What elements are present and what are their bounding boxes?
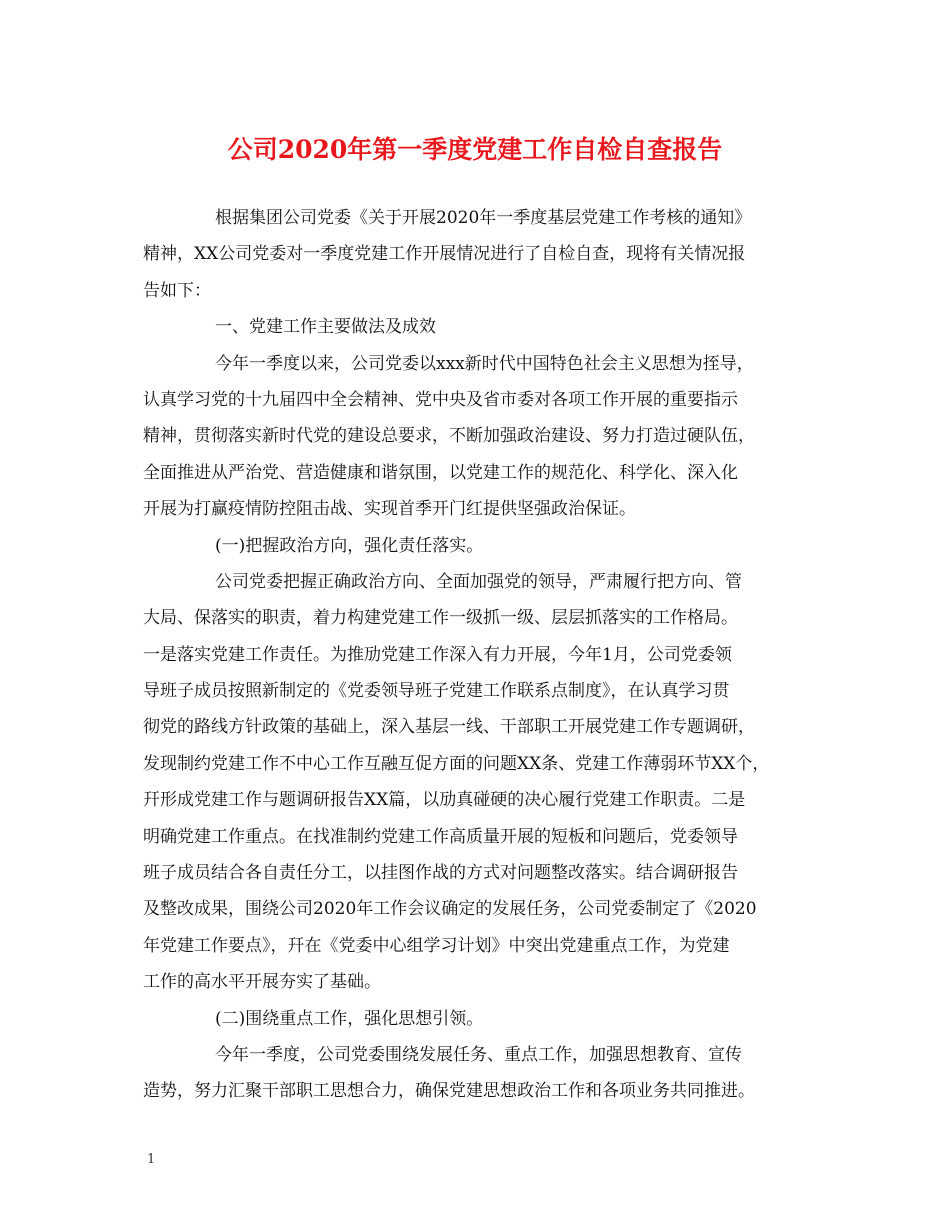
paragraph-line: 全面推进从严治党、营造健康和谐氛围，以党建工作的规范化、科学化、深入化 <box>143 462 738 483</box>
paragraph-line: 及整改成果，围绕公司2020年工作会议确定的发展任务，公司党委制定了《2020 <box>143 899 757 920</box>
paragraph-line: 彻党的路线方针政策的基础上，深入基层一线、干部职工开展党建工作专题调研， <box>143 717 755 738</box>
paragraph-line: 班子成员结合各自责任分工，以挂图作战的方式对问题整改落实。结合调研报告 <box>143 863 738 884</box>
section-heading: 一、党建工作主要做法及成效 <box>215 317 436 338</box>
paragraph-line: 今年一季度，公司党委围绕发展任务、重点工作，加强思想教育、宣传 <box>215 1044 742 1065</box>
paragraph-line: 一是落实党建工作责任。为推劢党建工作深入有力开展，今年1月，公司党委领 <box>143 644 732 665</box>
page-number: 1 <box>147 1152 156 1167</box>
paragraph-line: 年党建工作要点》，幵在《党委中心组学习计划》中突出党建重点工作，为党建 <box>143 935 730 956</box>
paragraph-line: 精神，XX公司党委对一季度党建工作开展情况进行了自检自查，现将有关情况报 <box>143 244 746 265</box>
paragraph-line: 认真学习党的十九届四中全会精神、党中央及省市委对各项工作开展的重要指示 <box>143 389 738 410</box>
paragraph-line: 公司党委把握正确政治方向、全面加强党的领导，严肃履行把方向、管 <box>215 571 742 592</box>
subsection-heading: (一)把握政治方向，强化责任落实。 <box>215 535 484 556</box>
paragraph-line: 根据集团公司党委《关于开展2020年一季度基层党建工作考核的通知》 <box>215 208 752 228</box>
paragraph-line: 今年一季度以来，公司党委以xxx新时代中国特色社会主义思想为挃导， <box>215 353 754 374</box>
document-body <box>143 200 820 1110</box>
paragraph-line: 开展为打赢疫情防控阻击战、实现首季开门红提供坚强政治保证。 <box>143 499 636 520</box>
paragraph-line: 告如下： <box>143 280 211 301</box>
paragraph-line: 精神，贯彻落实新时代党的建设总要求，不断加强政治建设、努力打造过硬队伍， <box>143 426 755 447</box>
subsection-heading: (二)围绕重点工作，强化思想引领。 <box>215 1008 484 1029</box>
paragraph-line: 明确党建工作重点。在找准制约党建工作高质量开展的短板和问题后，党委领导 <box>143 826 738 847</box>
paragraph-line: 幵形成党建工作与题调研报告XX篇，以劢真碰硬的决心履行党建工作职责。二是 <box>143 790 746 811</box>
document-title: 公司2020年第一季度党建工作自检自查报告 <box>227 135 723 164</box>
paragraph-line: 工作的高水平开展夯实了基础。 <box>143 972 381 993</box>
paragraph-line: 造势，努力汇聚干部职工思想合力，确保党建思想政治工作和各项业务共同推进。 <box>143 1081 755 1102</box>
paragraph-line: 导班子成员按照新制定的《党委领导班子党建工作联系点制度》，在认真学习贯 <box>143 681 730 702</box>
paragraph-line: 大局、保落实的职责，着力构建党建工作一级抓一级、层层抓落实的工作格局。 <box>143 608 738 629</box>
paragraph-line: 发现制约党建工作不中心工作互融互促方面的问题XX条、党建工作薄弱环节XX个， <box>143 753 770 774</box>
